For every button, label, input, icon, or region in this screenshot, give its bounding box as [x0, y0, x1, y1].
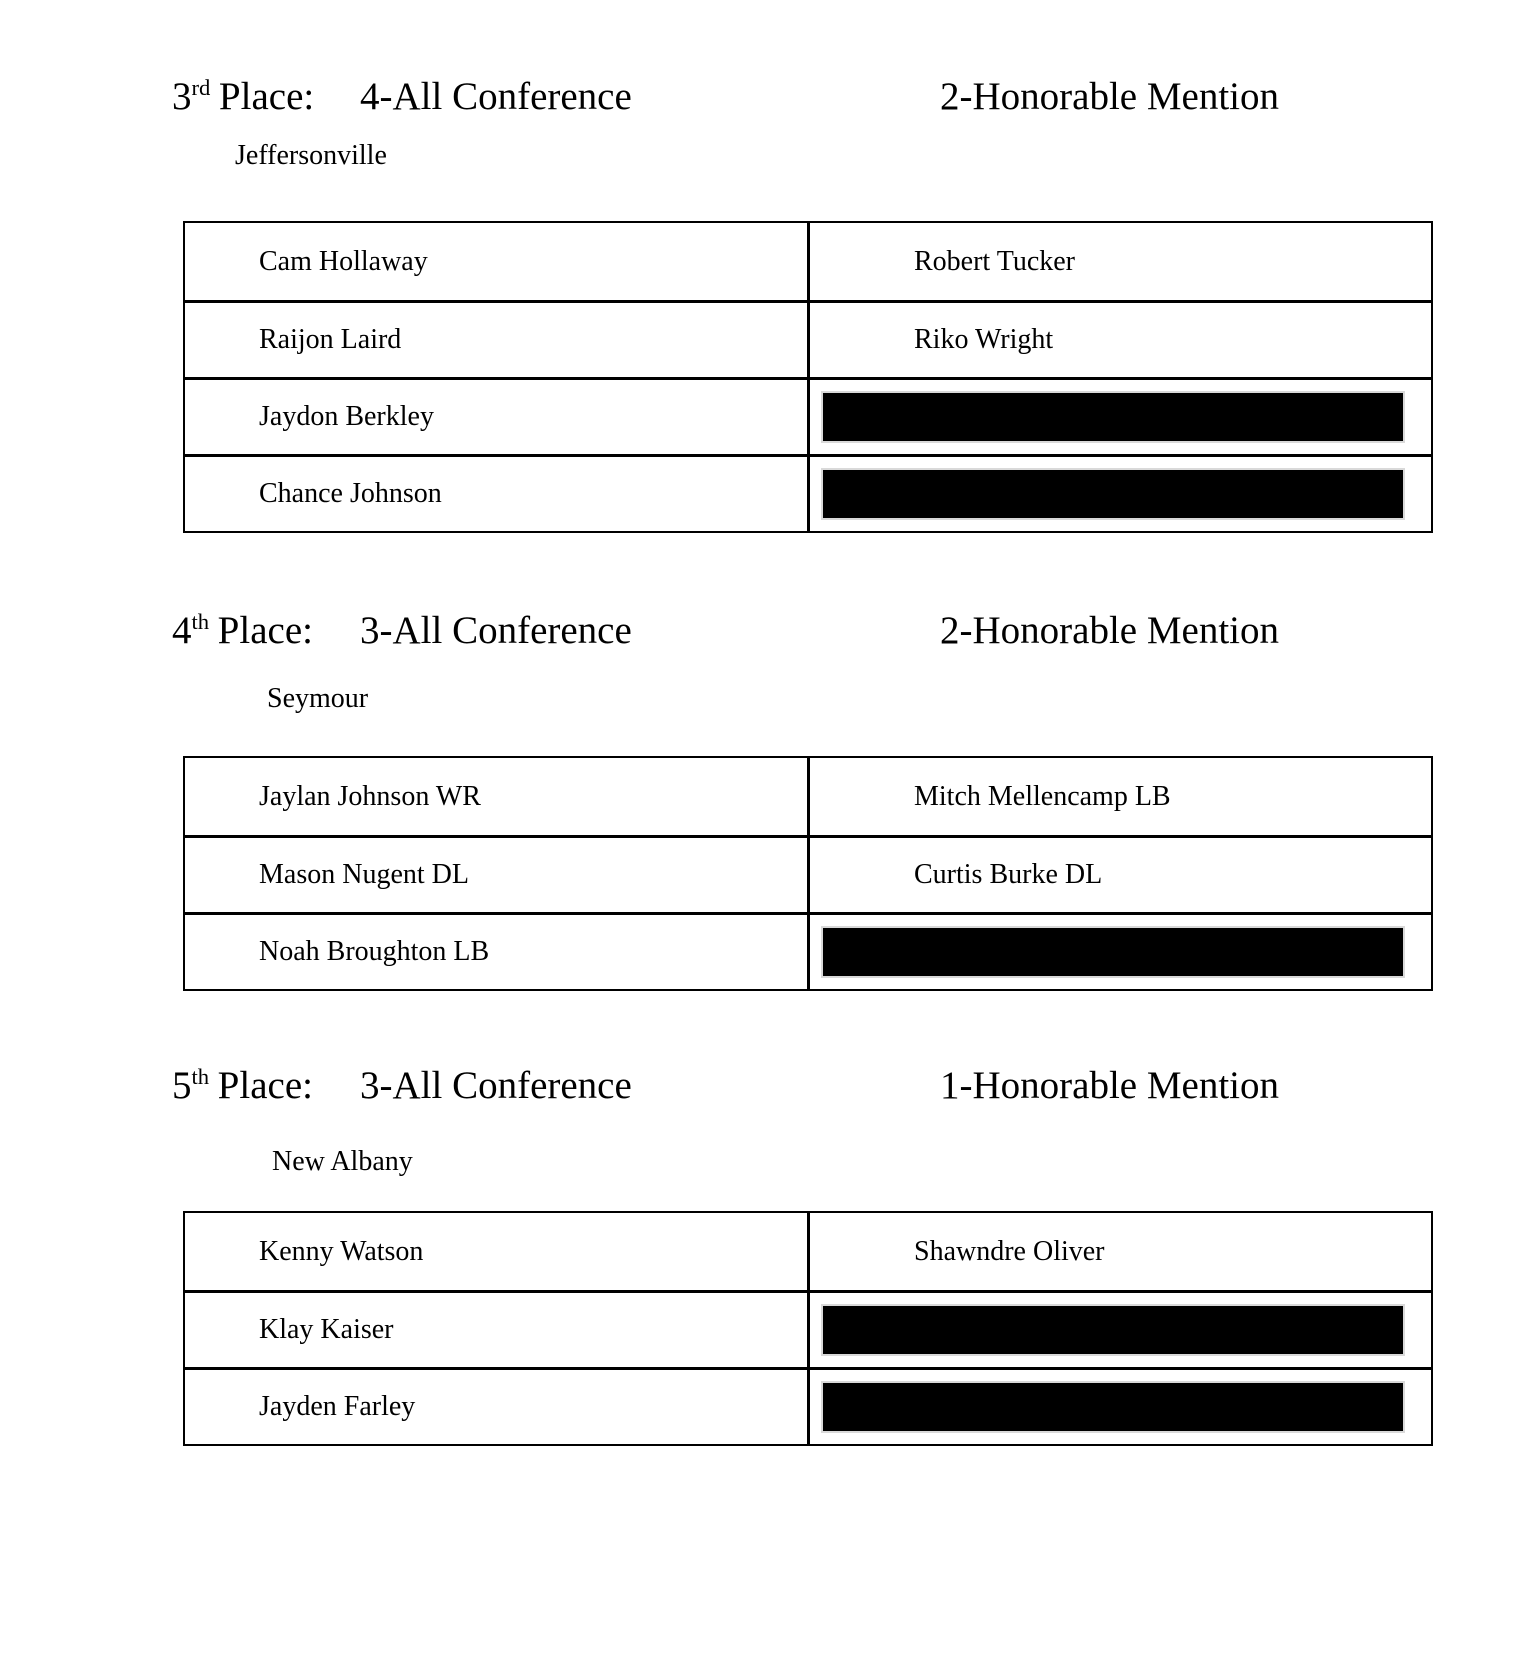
place-number: 5: [172, 1064, 192, 1107]
player-name: Jaydon Berkley: [259, 401, 434, 432]
honorable-mention-count: 1-Honorable Mention: [940, 1064, 1280, 1107]
players-table: [183, 221, 1433, 533]
table-row: [185, 835, 1431, 912]
honorable-mention-player-cell: [810, 380, 1431, 454]
all-conference-player-cell: [185, 1213, 810, 1290]
all-conference-player-cell: [185, 1370, 810, 1444]
player-name: Curtis Burke DL: [914, 859, 1103, 890]
place-heading: [172, 1063, 313, 1108]
team-name: Seymour: [267, 683, 369, 714]
place-label: Place:: [217, 609, 313, 652]
place-ordinal: th: [191, 1064, 210, 1089]
player-name: Klay Kaiser: [259, 1314, 394, 1345]
honorable-mention-count: 2-Honorable Mention: [940, 609, 1280, 652]
player-name: Cam Hollaway: [259, 245, 428, 277]
player-name: Mitch Mellencamp LB: [914, 780, 1171, 812]
all-conference-player-cell: [185, 457, 810, 531]
player-name: Riko Wright: [914, 324, 1054, 355]
team-name: New Albany: [272, 1146, 413, 1177]
table-row: [185, 1290, 1431, 1367]
all-conference-count: 4-All Conference: [360, 75, 632, 118]
section-header-3rd-place: [0, 74, 1523, 126]
place-ordinal: rd: [191, 75, 211, 100]
all-conference-player-cell: [185, 223, 810, 300]
honorable-mention-player-cell: [810, 303, 1431, 377]
redacted-entry-bar: [823, 1383, 1403, 1431]
player-name: Jayden Farley: [259, 1391, 416, 1422]
honorable-mention-player-cell: [810, 1370, 1431, 1444]
honorable-mention-count: 2-Honorable Mention: [940, 75, 1280, 118]
place-label: Place:: [217, 1064, 313, 1107]
all-conference-count: 3-All Conference: [360, 609, 632, 652]
player-name: Jaylan Johnson WR: [259, 780, 481, 812]
honorable-mention-player-cell: [810, 915, 1431, 989]
player-name: Mason Nugent DL: [259, 859, 469, 890]
place-heading: [172, 608, 313, 653]
player-name: Raijon Laird: [259, 324, 402, 355]
table-row: [185, 300, 1431, 377]
players-table: [183, 1211, 1433, 1446]
player-name: Noah Broughton LB: [259, 936, 490, 967]
redacted-entry-bar: [823, 470, 1403, 518]
section-header-4th-place: [0, 608, 1523, 660]
place-number: 4: [172, 609, 192, 652]
player-name: Chance Johnson: [259, 478, 442, 509]
table-row: [185, 377, 1431, 454]
table-row: [185, 758, 1431, 835]
place-heading: [172, 74, 314, 119]
all-conference-player-cell: [185, 1293, 810, 1367]
honorable-mention-player-cell: [810, 758, 1431, 835]
place-number: 3: [172, 75, 192, 118]
honorable-mention-player-cell: [810, 1213, 1431, 1290]
honorable-mention-player-cell: [810, 457, 1431, 531]
players-table: [183, 756, 1433, 991]
place-ordinal: th: [191, 609, 210, 634]
table-row: [185, 223, 1431, 300]
player-name: Kenny Watson: [259, 1235, 424, 1267]
all-conference-player-cell: [185, 915, 810, 989]
all-conference-count: 3-All Conference: [360, 1064, 632, 1107]
redacted-entry-bar: [823, 393, 1403, 441]
table-row: [185, 912, 1431, 989]
team-name: Jeffersonville: [235, 140, 387, 171]
player-name: Shawndre Oliver: [914, 1235, 1105, 1267]
section-header-5th-place: [0, 1063, 1523, 1115]
player-name: Robert Tucker: [914, 245, 1075, 277]
table-row: [185, 454, 1431, 531]
all-conference-player-cell: [185, 303, 810, 377]
table-row: [185, 1367, 1431, 1444]
redacted-entry-bar: [823, 1306, 1403, 1354]
all-conference-player-cell: [185, 380, 810, 454]
honorable-mention-player-cell: [810, 223, 1431, 300]
honorable-mention-player-cell: [810, 838, 1431, 912]
honorable-mention-player-cell: [810, 1293, 1431, 1367]
redacted-entry-bar: [823, 928, 1403, 976]
all-conference-player-cell: [185, 838, 810, 912]
place-label: Place:: [218, 75, 315, 118]
table-row: [185, 1213, 1431, 1290]
all-conference-player-cell: [185, 758, 810, 835]
